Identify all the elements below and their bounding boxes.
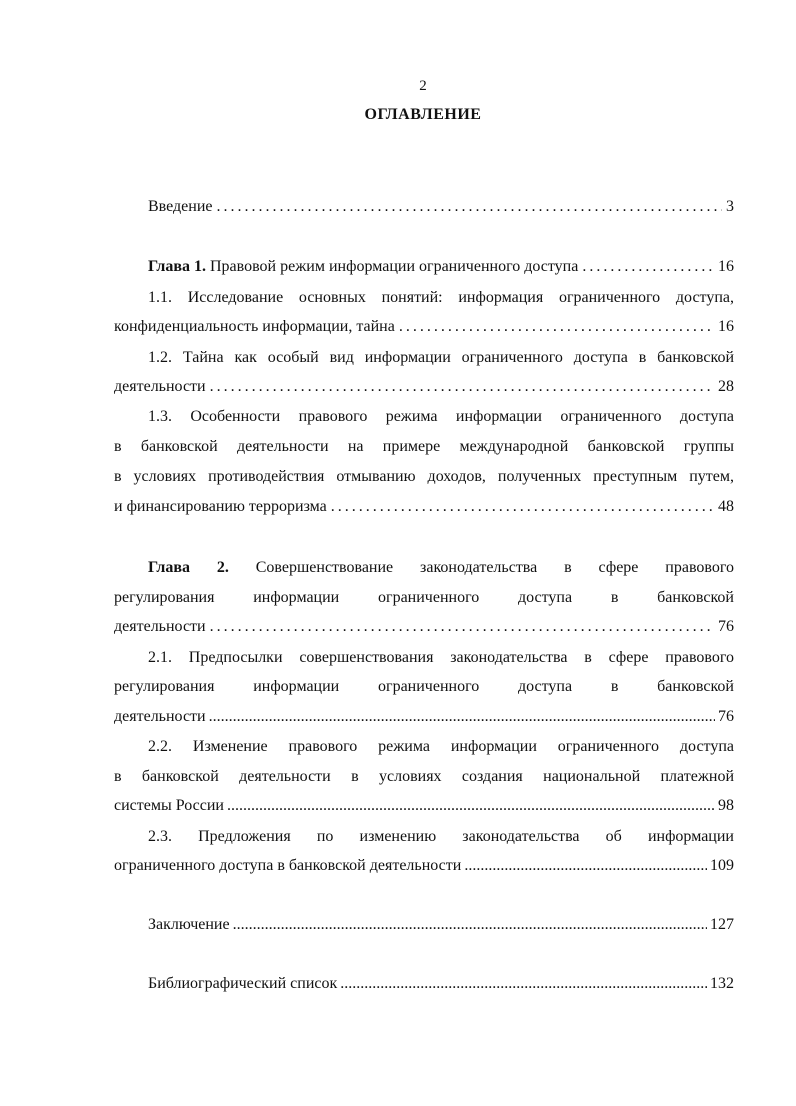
- toc-entry-label: Введение: [148, 198, 213, 215]
- toc-entry-label: ограниченного доступа в банковской деятельности: [114, 857, 462, 874]
- toc-entry-introduction[interactable]: [148, 196, 734, 218]
- page-number: 2: [419, 78, 427, 94]
- dot-leader: [340, 973, 707, 995]
- toc-page-number: 3: [726, 198, 734, 215]
- toc-entry-label: деятельности: [114, 378, 206, 395]
- toc-entry-section-2-3[interactable]: [114, 855, 734, 877]
- toc-entry-label: [148, 256, 578, 278]
- toc-entry-label: деятельности: [114, 708, 206, 725]
- toc-entry-section-1-3[interactable]: [114, 496, 734, 518]
- dot-leader: [210, 376, 714, 398]
- chapter-title: Правовой режим информации ограниченного доступа: [206, 258, 579, 275]
- toc-entry-section-2-1-line: регулирования информации ограниченного доступа в банковской: [114, 678, 734, 695]
- dot-leader: [331, 496, 714, 518]
- toc-entry-label: и финансированию терроризма: [114, 498, 327, 515]
- toc-page-number: 109: [710, 857, 734, 874]
- toc-entry-section-1-1[interactable]: [114, 316, 734, 338]
- toc-entry-section-1-3-line: 1.3. Особенности правового режима информации ограниченного доступа: [148, 408, 734, 425]
- chapter-prefix: Глава 1.: [148, 258, 206, 275]
- toc-page-number: 76: [718, 618, 734, 635]
- dot-leader: [210, 616, 714, 638]
- toc-page-number: 76: [718, 708, 734, 725]
- toc-entry-chapter-2-line: регулирования информации ограниченного доступа в банковской: [114, 589, 734, 606]
- toc-entry-bibliography[interactable]: [148, 973, 734, 995]
- dot-leader: [233, 914, 707, 936]
- toc-entry-section-1-2[interactable]: [114, 376, 734, 398]
- toc-entry-label: деятельности: [114, 618, 206, 635]
- toc-entry-section-2-1-line: 2.1. Предпосылки совершенствования законодательства в сфере правового: [148, 649, 734, 666]
- dot-leader: [217, 196, 723, 218]
- toc-page-number: 132: [710, 975, 734, 992]
- chapter-prefix: Глава 2.: [148, 559, 229, 576]
- toc-entry-label: Заключение: [148, 916, 230, 933]
- toc-entry-chapter-2-line: [148, 557, 734, 579]
- toc-entry-section-1-1-line: 1.1. Исследование основных понятий: информация ограниченного доступа,: [148, 289, 734, 306]
- toc-entry-chapter-1[interactable]: [148, 256, 734, 278]
- toc-page-number: 48: [718, 498, 734, 515]
- toc-page-number: 98: [718, 797, 734, 814]
- toc-entry-chapter-2[interactable]: [114, 616, 734, 638]
- toc-entry-section-1-2-line: 1.2. Тайна как особый вид информации ограниченного доступа в банковской: [148, 349, 734, 366]
- dot-leader: [227, 795, 715, 817]
- dot-leader: [399, 316, 714, 338]
- toc-entry-section-2-2-line: 2.2. Изменение правового режима информации ограниченного доступа: [148, 738, 734, 755]
- toc-entry-section-2-2[interactable]: [114, 795, 734, 817]
- toc-entry-label: Библиографический список: [148, 975, 338, 992]
- toc-entry-section-2-3-line: 2.3. Предложения по изменению законодательства об информации: [148, 828, 734, 845]
- toc-page-number: 16: [718, 318, 734, 335]
- toc-entry-conclusion[interactable]: [148, 914, 734, 936]
- toc-entry-section-1-3-line: в банковской деятельности на примере международной банковской группы: [114, 438, 734, 455]
- toc-entry-label: конфиденциальность информации, тайна: [114, 318, 395, 335]
- dot-leader: [464, 855, 707, 877]
- toc-entry-section-2-2-line: в банковской деятельности в условиях создания национальной платежной: [114, 768, 734, 785]
- toc-entry-section-2-1[interactable]: [114, 706, 734, 728]
- dot-leader: [582, 256, 714, 278]
- dot-leader: [209, 706, 715, 728]
- toc-entry-section-1-3-line: в условиях противодействия отмыванию доходов, полученных преступным путем,: [114, 468, 734, 485]
- toc-page-number: 127: [710, 916, 734, 933]
- page-title: ОГЛАВЛЕНИЕ: [364, 106, 482, 123]
- chapter-title: Совершенствование законодательства в сфере правового: [228, 559, 734, 576]
- toc-entry-label: системы России: [114, 797, 224, 814]
- toc-page-number: 16: [718, 258, 734, 275]
- toc-page-number: 28: [718, 378, 734, 395]
